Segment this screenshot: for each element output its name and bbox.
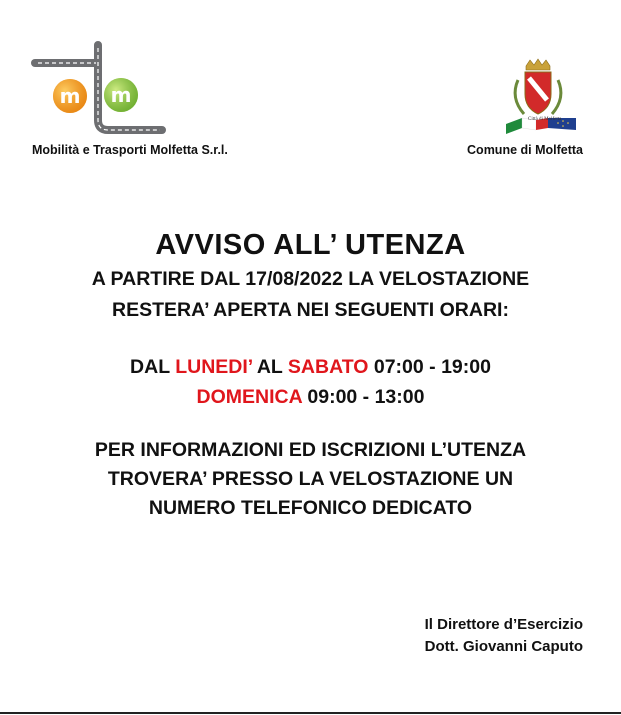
weekday-start: LUNEDI’ [175, 356, 253, 378]
sunday-times: 09:00 - 13:00 [301, 386, 425, 408]
municipal-crest-icon [500, 58, 582, 140]
municipality-name: Comune di Molfetta [467, 143, 583, 157]
weekday-end: SABATO [287, 356, 369, 378]
info-line-2: TROVERA’ PRESSO LA VELOSTAZIONE UN [107, 468, 514, 490]
notice-line-1: A PARTIRE DAL 17/08/2022 LA VELOSTAZIONE [91, 268, 530, 290]
notice-line-2: RESTERA’ APERTA NEI SEGUENTI ORARI: [112, 299, 509, 321]
mtm-logo [30, 40, 170, 140]
director-role: Il Direttore d’Esercizio [424, 616, 583, 633]
weekday-prefix: DAL [130, 356, 176, 378]
weekday-mid: AL [252, 356, 288, 378]
weekday-times: 07:00 - 19:00 [368, 356, 491, 378]
crest-caption: Città di Molfetta [528, 117, 562, 122]
weekday-hours [0, 356, 621, 379]
svg-text:m: m [59, 84, 81, 108]
sunday-hours [0, 386, 621, 409]
notice-title: AVVISO ALL’ UTENZA [155, 229, 466, 261]
info-line-3: NUMERO TELEFONICO DEDICATO [148, 497, 473, 519]
info-line-1: PER INFORMAZIONI ED ISCRIZIONI L’UTENZA [94, 439, 527, 461]
sunday-label: DOMENICA [196, 386, 302, 408]
company-name: Mobilità e Trasporti Molfetta S.r.l. [32, 143, 228, 157]
svg-text:m: m [110, 83, 132, 107]
bottom-divider [0, 712, 621, 714]
director-name: Dott. Giovanni Caputo [424, 638, 583, 655]
